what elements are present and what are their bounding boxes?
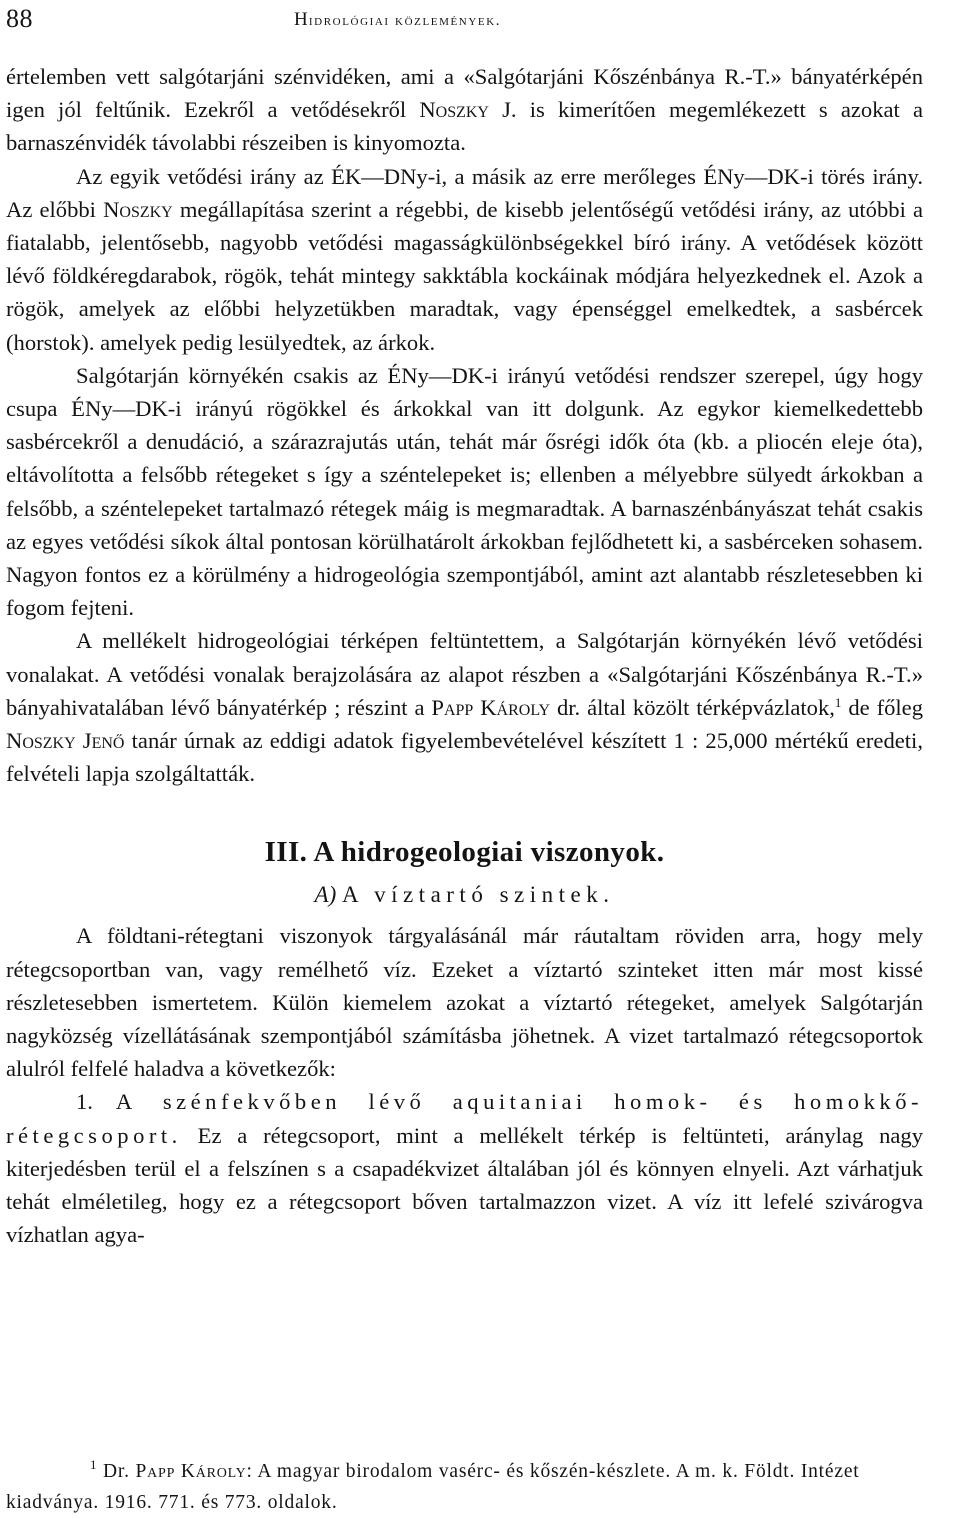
footnote-reference: 1: [834, 694, 842, 710]
text-run: A mellékelt hidrogeológiai térképen feltüntettem, a Salgótarján környékén lévő vetődési vonalakat. A vetődési vonalak berajzolására az alapot részben a «Salgótarjáni Kőszénbánya R.-T.» bányahivatalában lévő bányatérkép ; részint a: [6, 628, 923, 720]
text-run: tanár úrnak az eddigi adatok figyelembevételével készített 1 : 25,000 mértékű eredeti, felvételi lapja szolgáltatták.: [6, 728, 923, 787]
text-run: értelemben vett salgótarjáni szénvidéken, ami a «Salgótarjáni Kőszénbánya R.-T.» bányatérképén igen jól feltűnik. Ezekről a vetődésekről: [6, 64, 923, 123]
text-run: megállapítása szerint a régebbi, de kisebb jelentőségű vetődési irány, az utóbbi a fiatalabb, jelentősebb, nagyobb vetődési magasságkülönbségekkel bíró irány. A vetődések között lévő földkéregdarabok, rögök, tehát mintegy sakktábla kockáinak módjára helyezkednek el. Azok a rögök, amelyek az előbbi helyzetükben maradtak, vagy épenséggel emelkedtek, a sasbércek (horstok). amelyek pedig lesülyedtek, az árkok.: [6, 196, 924, 355]
author-name: Noszky: [419, 97, 489, 123]
page-number: 88: [6, 4, 33, 33]
text-run: de főleg: [841, 694, 923, 720]
footnotes: [6, 1456, 916, 1518]
running-head: [294, 9, 501, 31]
running-head-initial: H: [294, 9, 309, 30]
paragraph-3: Salgótarján környékén csakis az ÉNy—DK-i irányú vetődési rendszer szerepel, úgy hogy csupa ÉNy—DK-i irányú rögökkel és árkokkal van itt dolgunk. Az egykor kiemelkedettebb sasbércekről a denudáció, a szárazrajutás után, tehát már ősrégi idők óta (kb. a pliocén eleje óta), eltávolította a felsőbb rétegeket s így a széntelepeket is; ellenben a mélyebbre sülyedt árkokban a felsőbb, a széntelepeket tartalmazó rétegek máig is megmaradtak. A barnaszénbányászat tehát csakis az egyes vetődési síkok által pontosan körülhatárolt árkokban fejlődhetett ki, a sasbérceken sohasem. Nagyon fontos ez a körülmény a hidrogeológia szempontjából, amint azt alantabb részletesebben ki fogom fejteni.: [6, 362, 923, 621]
footnote-1: [6, 1456, 916, 1518]
subsection-letter: A): [314, 882, 337, 908]
paragraph-4: [6, 624, 923, 790]
paragraph-1: [6, 60, 923, 160]
text-run: Az egyik vetődési irány az ÉK—DNy-i, a másik az erre merőleges ÉNy—DK-i törés irány. Az előbbi: [6, 163, 923, 222]
paragraph-5: A földtani-rétegtani viszonyok tárgyalásánál már ráutaltam röviden arra, hogy mely rétegcsoportban van, vagy remélhető víz. Ezeket a víztartó szinteket itten már most kissé részletesebben ismertetem. Külön kiemelem azokat a víztartó rétegeket, amelyek Salgótarján nagyközség vízellátásának szempontjából számításba jöhetnek. A vizet tartalmazó rétegcsoportok alulról felfelé haladva a következők:: [6, 923, 923, 1082]
author-name: Papp Károly: [431, 694, 551, 720]
text-run: : A magyar birodalom vasérc- és kőszén-készlete. A m. k. Földt. Intézet kiadványa. 1916. 771. és 773. oldalok.: [6, 1461, 860, 1513]
text-run: J. is kimerítően megemlékezett s azokat a barnaszénvidék távolabbi részeiben is kinyomozta.: [6, 97, 923, 156]
emphasized-title: A szénfekvőben lévő aquitaniai homok- és homokkő-rétegcsoport.: [6, 1089, 924, 1148]
list-number: 1.: [76, 1089, 116, 1115]
footnote-marker: 1: [90, 1457, 98, 1472]
running-head-rest: idrológiai közlemények.: [308, 13, 502, 29]
body-text: [6, 60, 923, 1252]
subsection-heading: [6, 878, 923, 911]
text-run: dr. által közölt térképvázlatok,: [550, 694, 835, 720]
subsection-title: A víztartó szintek.: [341, 882, 615, 908]
paragraph-2: [6, 160, 923, 359]
text-run: Ez a rétegcsoport, mint a mellékelt térkép is feltünteti, aránylag nagy kiterjedésben terül el a felszínen s a csapadékvizet általában jól és könnyen elnyeli. Azt várhatjuk tehát elméletileg, hogy ez a rétegcsoport bőven tartalmazzon vizet. A víz itt lefelé szivárogva vízhatlan agya-: [6, 1122, 923, 1248]
section-heading: III. A hidrogeologiai viszonyok.: [264, 836, 665, 869]
author-name: Noszky: [103, 196, 173, 222]
author-name: Noszky Jenő: [6, 728, 125, 754]
page-header: [6, 0, 956, 40]
paragraph-6: [6, 1085, 923, 1251]
text-run: Dr.: [97, 1461, 136, 1482]
author-name: Papp Károly: [135, 1461, 247, 1482]
